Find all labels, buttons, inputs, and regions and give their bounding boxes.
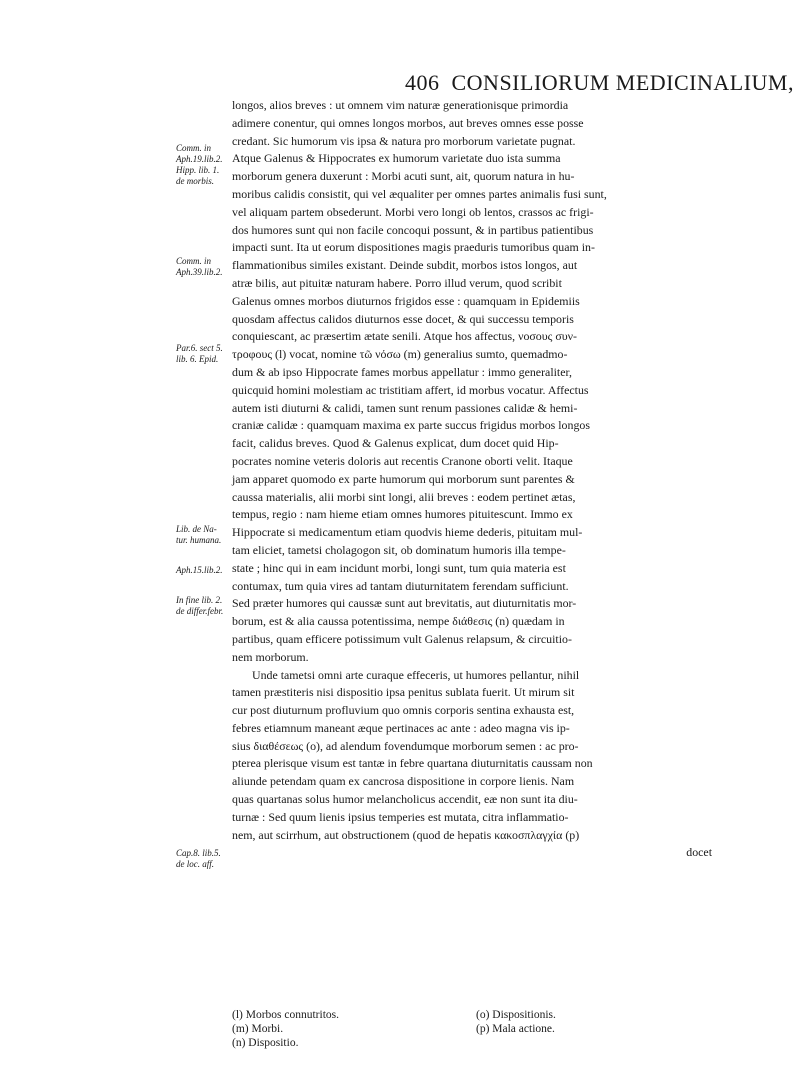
text-line: vel aliquam partem obsederunt. Morbi vero longi ob lentos, crassos ac frigi- (232, 204, 594, 219)
text-line: borum, est & alia caussa potentissima, nempe διάθεσις (n) quædam in (232, 614, 565, 629)
footnote: (o) Dispositionis. (476, 1009, 556, 1021)
text-line: cur post diuturnum profluvium quo omnis corporis sentina exhausta est, (232, 703, 575, 718)
text-line: craniæ calidæ : quamquam maxima ex parte succus frigidus morbos longos (232, 418, 590, 433)
margin-note-line: Aph.39.lib.2. (176, 267, 223, 277)
margin-note-line: Par.6. sect 5. (176, 343, 223, 353)
footnotes-left (232, 1008, 339, 1050)
margin-note-line: In fine lib. 2. (176, 595, 223, 605)
text-line: dum & ab ipso Hippocrate fames morbus appellatur : immo generaliter, (232, 364, 572, 379)
text-line: Unde tametsi omni arte curaque effeceris, ut humores pellantur, nihil (252, 667, 580, 682)
text-line: contumax, tum quia vires ad tantam diuturnitatem ferendam sufficiunt. (232, 578, 569, 593)
text-line: caussa materialis, alii morbi sint longi, alii breves : eodem pertinet ætas, (232, 489, 576, 504)
margin-note (176, 848, 232, 870)
text-line: sius διαθέσεως (o), ad alendum fovendumque morborum semen : ac pro- (232, 738, 579, 753)
margin-note-line: Aph.19.lib.2. (176, 154, 223, 164)
text-line: flammationibus similes existant. Deinde subdit, morbos istos longos, aut (232, 258, 578, 273)
margin-note-line: Hipp. lib. 1. (176, 165, 220, 175)
text-line: partibus, quam efficere potissimum vult Galenus relapsum, & circuitio- (232, 631, 572, 646)
margin-note (176, 256, 232, 278)
page-header (405, 70, 794, 96)
text-line: morborum genera duxerunt : Morbi acuti sunt, ait, quorum natura in hu- (232, 169, 575, 184)
text-line: Atque Galenus & Hippocrates ex humorum varietate duo ista summa (232, 151, 561, 166)
main-text (232, 97, 712, 862)
text-line: nem morborum. (232, 649, 309, 664)
text-line: quosdam affectus calidos diuturnos esse docet, & qui successu temporis (232, 311, 574, 326)
margin-note-line: tur. humana. (176, 535, 222, 545)
text-line: credant. Sic humorum vis ipsa & natura pro morborum varietate pugnat. (232, 133, 576, 148)
text-line: atræ bilis, aut pituitæ naturam habere. Porro illud verum, quod scribit (232, 275, 562, 290)
text-line: facit, calidus breves. Quod & Galenus explicat, dum docet quid Hip- (232, 436, 559, 451)
text-line: nem, aut scirrhum, aut obstructionem (quod de hepatis κακοσπλαγχία (p) (232, 827, 580, 842)
text-line: Hippocrate si medicamentum etiam quodvis hieme dederis, pituitam mul- (232, 525, 583, 540)
margin-note (176, 595, 232, 617)
text-line: pterea plerisque visum est tantæ in febre quartana diuturnitatis caussam non (232, 756, 593, 771)
text-line: turnæ : Sed quum lienis ipsius temperies est mutata, citra inflammatio- (232, 809, 569, 824)
footnote: (n) Dispositio. (232, 1037, 299, 1049)
running-title: CONSILIORUM MEDICINALIUM, (451, 70, 794, 95)
margin-note (176, 524, 232, 546)
text-line: tempus, regio : nam hieme etiam omnes humores pituitescunt. Immo ex (232, 507, 573, 522)
footnotes-right (476, 1008, 556, 1036)
text-line: quas quartanas solus humor melancholicus accendit, eæ non sunt ita diu- (232, 792, 578, 807)
footnote: (l) Morbos connutritos. (232, 1009, 340, 1021)
text-line: tam eliciet, tametsi cholagogon sit, ob dominatum humoris illa tempe- (232, 542, 566, 557)
text-line: aliunde petendam quam ex cancrosa dispositione in corpore lienis. Nam (232, 774, 575, 789)
margin-note-line: de differ.febr. (176, 606, 224, 616)
margin-note (176, 143, 232, 187)
margin-note-line: lib. 6. Epid. (176, 354, 219, 364)
text-line: autem isti diuturni & calidi, tamen sunt renum passiones calidæ & hemi- (232, 400, 578, 415)
margin-note (176, 343, 232, 365)
margin-note (176, 565, 232, 576)
text-line: Sed præter humores qui caussæ sunt aut brevitatis, aut diuturnitatis mor- (232, 596, 577, 611)
text-line: τροφους (l) vocat, nomine τῶ νόσω (m) generalius sumto, quemadmo- (232, 347, 568, 362)
catchword: docet (686, 845, 712, 860)
text-line: quicquid homini molestiam ac tristitiam affert, id morbus vocatur. Affectus (232, 382, 589, 397)
text-line: adimere conentur, qui omnes longos morbos, aut breves omnes esse posse (232, 115, 584, 130)
margin-note-line: Comm. in (176, 143, 212, 153)
text-line: Galenus omnes morbos diuturnos frigidos esse : quamquam in Epidemiis (232, 293, 580, 308)
text-line: dos humores sunt qui non facile concoqui possunt, & in partibus patientibus (232, 222, 594, 237)
text-line: impacti sunt. Ita ut eorum dispositiones magis praeduris tumoribus quam in- (232, 240, 595, 255)
margin-note-line: Lib. de Na- (176, 524, 217, 534)
margin-note-line: Comm. in (176, 256, 212, 266)
text-line: pocrates nomine veteris doloris aut recentis Cranone oborti velit. Itaque (232, 453, 573, 468)
text-line: jam apparet quomodo ex parte humorum qui morborum sunt parentes & (232, 471, 575, 486)
text-line: moribus calidis consistit, qui vel æqualiter per omnes partes animalis fusi sunt, (232, 186, 607, 201)
page-number: 406 (405, 70, 440, 95)
margin-note-line: de morbis. (176, 176, 214, 186)
text-line: state ; hinc qui in eam incidunt morbi, longi sunt, tum quia materia est (232, 560, 566, 575)
footnote: (p) Mala actione. (476, 1023, 555, 1035)
margin-note-line: Aph.15.lib.2. (176, 565, 223, 575)
margin-note-line: Cap.8. lib.5. (176, 848, 221, 858)
text-line: conquiescant, ac præsertim ætate senili. Atque hos affectus, νοσους συν- (232, 329, 577, 344)
text-line: longos, alios breves : ut omnem vim naturæ generationisque primordia (232, 98, 569, 112)
footnote: (m) Morbi. (232, 1023, 284, 1035)
text-line: febres etiamnum maneant æque pertinaces ac ante : adeo magna vis ip- (232, 720, 570, 735)
margin-note-line: de loc. aff. (176, 859, 214, 869)
text-line: tamen præstiteris nisi dispositio ipsa penitus sublata fuerit. Ut mirum sit (232, 685, 575, 700)
